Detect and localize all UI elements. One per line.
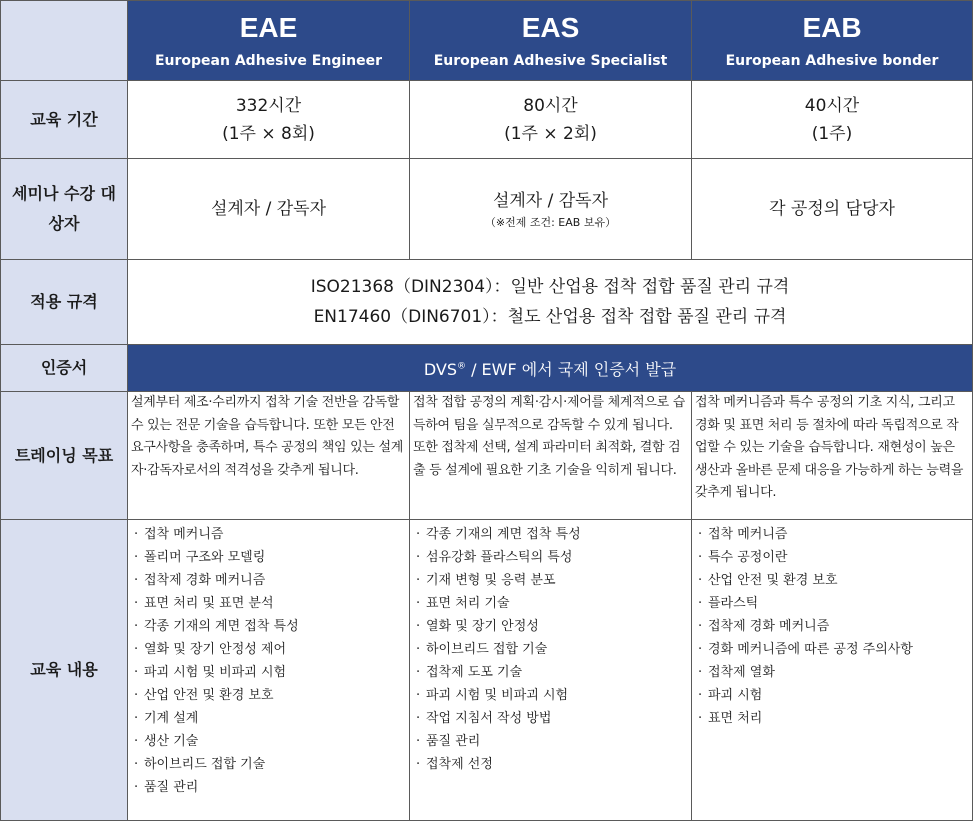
row-label-target-line1: 세미나 수강 대 xyxy=(12,184,116,203)
list-item: · 표면 처리 및 표면 분석 xyxy=(134,592,403,615)
list-item: · 하이브리드 접합 기술 xyxy=(416,638,685,661)
column-header-eab xyxy=(692,1,973,81)
list-item: · 열화 및 장기 안정성 제어 xyxy=(134,638,403,661)
course-full-name: European Adhesive bonder xyxy=(725,52,939,69)
row-label-goals: 트레이닝 목표 xyxy=(1,392,128,520)
list-item: · 품질 관리 xyxy=(416,730,685,753)
prerequisite-note: （※전제 조건: EAB 보유） xyxy=(484,216,617,229)
list-item: · 폴리머 구조와 모델링 xyxy=(134,546,403,569)
list-item: · 접착제 선정 xyxy=(416,753,685,776)
content-row xyxy=(1,520,973,821)
goals-cell-eae: 설계부터 제조·수리까지 접착 기술 전반을 감독할 수 있는 전문 기술을 습득합니다. 또한 모든 안전 요구사항을 충족하며, 특수 공정의 책임 있는 설계자·감독자로서의 적격성을 갖추게 됩니다. xyxy=(128,392,410,520)
duration-cell-eae xyxy=(128,81,410,159)
goals-row xyxy=(1,392,973,520)
list-item: · 파괴 시험 xyxy=(698,684,966,707)
content-list xyxy=(698,523,966,730)
row-label-duration: 교육 기간 xyxy=(1,81,128,159)
list-item: · 접착 메커니즘 xyxy=(698,523,966,546)
header-row xyxy=(1,1,973,81)
list-item: · 접착 메커니즘 xyxy=(134,523,403,546)
list-item: · 표면 처리 기술 xyxy=(416,592,685,615)
row-label-target-line2: 상자 xyxy=(48,214,80,233)
target-text: 설계자 / 감독자 xyxy=(492,191,609,211)
list-item: · 산업 안전 및 환경 보호 xyxy=(134,684,403,707)
column-header-eas xyxy=(410,1,692,81)
duration-schedule: (1주 × 8회) xyxy=(222,123,315,144)
course-full-name: European Adhesive Engineer xyxy=(154,52,382,69)
duration-schedule: (1주) xyxy=(811,123,853,144)
row-label-certificate: 인증서 xyxy=(1,345,128,392)
content-cell-eae xyxy=(128,520,410,821)
certificate-row xyxy=(1,345,973,392)
standard-general: ISO21368（DIN2304）：일반 산업용 접착 접합 품질 관리 규격 xyxy=(310,277,790,297)
list-item: · 플라스틱 xyxy=(698,592,966,615)
list-item: · 경화 메커니즘에 따른 공정 주의사항 xyxy=(698,638,966,661)
course-full-name: European Adhesive Specialist xyxy=(433,52,668,69)
certificate-issuer: DVS xyxy=(423,359,457,379)
list-item: · 기재 변형 및 응력 분포 xyxy=(416,569,685,592)
target-cell-eas xyxy=(410,159,692,260)
list-item: · 표면 처리 xyxy=(698,707,966,730)
column-header-eae xyxy=(128,1,410,81)
list-item: · 품질 관리 xyxy=(134,776,403,799)
list-item: · 파괴 시험 및 비파괴 시험 xyxy=(134,661,403,684)
course-code: EAB xyxy=(802,11,862,43)
target-text: 설계자 / 감독자 xyxy=(210,199,327,219)
duration-schedule: (1주 × 2회) xyxy=(504,123,597,144)
content-list xyxy=(134,523,403,799)
list-item: · 열화 및 장기 안정성 xyxy=(416,615,685,638)
target-text: 각 공정의 담당자 xyxy=(769,199,895,219)
list-item: · 각종 기재의 계면 접착 특성 xyxy=(134,615,403,638)
list-item: · 접착제 열화 xyxy=(698,661,966,684)
list-item: · 특수 공정이란 xyxy=(698,546,966,569)
list-item: · 산업 안전 및 환경 보호 xyxy=(698,569,966,592)
list-item: · 생산 기술 xyxy=(134,730,403,753)
certificate-text: / EWF 에서 국제 인증서 발급 xyxy=(465,359,677,379)
goals-cell-eab: 접착 메커니즘과 특수 공정의 기초 지식, 그리고 경화 및 표면 처리 등 절차에 따라 독립적으로 작업할 수 있는 기술을 습득합니다. 재현성이 높은 생산과 올바른 문제 대응을 가능하게 하는 능력을 갖추게 됩니다. xyxy=(692,392,973,520)
duration-cell-eas xyxy=(410,81,692,159)
standards-row xyxy=(1,260,973,345)
row-label-target xyxy=(1,159,128,260)
row-label-content: 교육 내용 xyxy=(1,520,128,821)
standards-cell xyxy=(128,260,973,345)
list-item: · 기계 설계 xyxy=(134,707,403,730)
duration-hours: 332시간 xyxy=(235,95,302,116)
corner-cell xyxy=(1,1,128,81)
duration-row xyxy=(1,81,973,159)
standard-railway: EN17460（DIN6701）：철도 산업용 접착 접합 품질 관리 규격 xyxy=(313,307,787,327)
list-item: · 작업 지침서 작성 방법 xyxy=(416,707,685,730)
list-item: · 파괴 시험 및 비파괴 시험 xyxy=(416,684,685,707)
list-item: · 섬유강화 플라스틱의 특성 xyxy=(416,546,685,569)
row-label-standards: 적용 규격 xyxy=(1,260,128,345)
duration-cell-eab xyxy=(692,81,973,159)
duration-hours: 40시간 xyxy=(804,95,860,116)
target-cell-eab xyxy=(692,159,973,260)
certificate-cell xyxy=(128,345,973,392)
goals-cell-eas: 접착 접합 공정의 계획·감시·제어를 체계적으로 습득하여 팀을 실무적으로 감독할 수 있게 됩니다. 또한 접착제 선택, 설계 파라미터 최적화, 결함 검출 등 설계에 필요한 기초 기술을 익히게 됩니다. xyxy=(410,392,692,520)
list-item: · 하이브리드 접합 기술 xyxy=(134,753,403,776)
list-item: · 접착제 경화 메커니즘 xyxy=(698,615,966,638)
content-list xyxy=(416,523,685,776)
content-cell-eas xyxy=(410,520,692,821)
course-code: EAS xyxy=(521,11,580,43)
duration-hours: 80시간 xyxy=(523,95,578,116)
list-item: · 각종 기재의 계면 접착 특성 xyxy=(416,523,685,546)
list-item: · 접착제 경화 메커니즘 xyxy=(134,569,403,592)
content-cell-eab xyxy=(692,520,973,821)
target-row xyxy=(1,159,973,260)
list-item: · 접착제 도포 기술 xyxy=(416,661,685,684)
course-code: EAE xyxy=(239,11,298,43)
registered-mark: ® xyxy=(456,361,466,372)
target-cell-eae xyxy=(128,159,410,260)
